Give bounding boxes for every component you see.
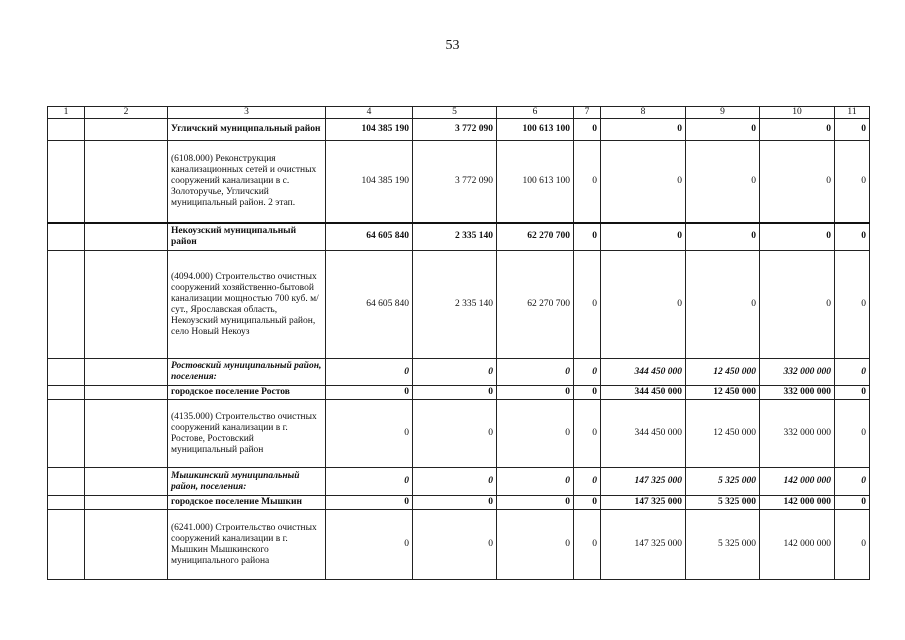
- header-cell: 8: [601, 107, 686, 119]
- code-cell: [85, 251, 168, 359]
- value-cell: 0: [686, 251, 760, 359]
- value-cell: 12 450 000: [686, 386, 760, 400]
- table-row: [48, 510, 870, 580]
- object-description: (4135.000) Строительство очистных сооружений канализации в г. Ростове, Ростовский муниципальный район: [168, 400, 326, 468]
- district-name: Ростовский муниципальный район, поселения:: [168, 359, 326, 386]
- value-cell: 0: [497, 510, 574, 580]
- value-cell: 0: [413, 496, 497, 510]
- value-cell: 0: [601, 223, 686, 251]
- value-cell: 0: [574, 400, 601, 468]
- value-cell: 0: [497, 496, 574, 510]
- value-cell: 62 270 700: [497, 223, 574, 251]
- value-cell: 142 000 000: [760, 496, 835, 510]
- value-cell: 142 000 000: [760, 510, 835, 580]
- value-cell: 0: [574, 510, 601, 580]
- value-cell: 0: [760, 251, 835, 359]
- district-name: городское поселение Мышкин: [168, 496, 326, 510]
- value-cell: 0: [574, 251, 601, 359]
- row-index-cell: [48, 119, 85, 141]
- value-cell: 0: [574, 468, 601, 496]
- value-cell: 0: [574, 223, 601, 251]
- value-cell: 100 613 100: [497, 119, 574, 141]
- value-cell: 0: [497, 400, 574, 468]
- code-cell: [85, 359, 168, 386]
- value-cell: 0: [686, 119, 760, 141]
- district-name: городское поселение Ростов: [168, 386, 326, 400]
- table-row: [48, 468, 870, 496]
- value-cell: 344 450 000: [601, 359, 686, 386]
- budget-table: [47, 106, 870, 580]
- value-cell: 0: [574, 119, 601, 141]
- value-cell: 0: [835, 468, 870, 496]
- value-cell: 147 325 000: [601, 468, 686, 496]
- header-cell: 5: [413, 107, 497, 119]
- code-cell: [85, 510, 168, 580]
- table-row: [48, 119, 870, 141]
- row-index-cell: [48, 251, 85, 359]
- value-cell: 0: [601, 251, 686, 359]
- header-row: [48, 107, 870, 119]
- value-cell: 0: [835, 223, 870, 251]
- value-cell: 5 325 000: [686, 468, 760, 496]
- row-index-cell: [48, 468, 85, 496]
- table-row: [48, 400, 870, 468]
- object-description: (6108.000) Реконструкция канализационных сетей и очистных сооружений канализации в с. Золоторучье, Угличский муниципальный район. 2 этап.: [168, 141, 326, 223]
- value-cell: 0: [326, 386, 413, 400]
- value-cell: 332 000 000: [760, 386, 835, 400]
- value-cell: 0: [760, 141, 835, 223]
- value-cell: 0: [835, 386, 870, 400]
- page-number: 53: [445, 38, 460, 53]
- code-cell: [85, 223, 168, 251]
- header-cell: 4: [326, 107, 413, 119]
- row-index-cell: [48, 386, 85, 400]
- value-cell: 0: [326, 496, 413, 510]
- header-cell: 9: [686, 107, 760, 119]
- value-cell: 332 000 000: [760, 359, 835, 386]
- value-cell: 0: [413, 468, 497, 496]
- value-cell: 147 325 000: [601, 510, 686, 580]
- value-cell: 0: [497, 386, 574, 400]
- value-cell: 5 325 000: [686, 510, 760, 580]
- table-body: [48, 107, 870, 580]
- value-cell: 0: [835, 119, 870, 141]
- value-cell: 2 335 140: [413, 251, 497, 359]
- header-cell: 1: [48, 107, 85, 119]
- value-cell: 64 605 840: [326, 251, 413, 359]
- value-cell: 0: [574, 141, 601, 223]
- value-cell: 0: [686, 223, 760, 251]
- header-cell: 10: [760, 107, 835, 119]
- value-cell: 0: [413, 510, 497, 580]
- header-cell: 7: [574, 107, 601, 119]
- value-cell: 5 325 000: [686, 496, 760, 510]
- value-cell: 0: [601, 119, 686, 141]
- value-cell: 104 385 190: [326, 119, 413, 141]
- table-row: [48, 141, 870, 223]
- value-cell: 0: [413, 359, 497, 386]
- value-cell: 0: [835, 496, 870, 510]
- value-cell: 12 450 000: [686, 359, 760, 386]
- table-row: [48, 496, 870, 510]
- value-cell: 0: [326, 468, 413, 496]
- row-index-cell: [48, 141, 85, 223]
- value-cell: 0: [835, 400, 870, 468]
- value-cell: 0: [835, 251, 870, 359]
- value-cell: 0: [760, 223, 835, 251]
- value-cell: 344 450 000: [601, 400, 686, 468]
- district-name: Мышкинский муниципальный район, поселения:: [168, 468, 326, 496]
- header-cell: 11: [835, 107, 870, 119]
- value-cell: 0: [497, 468, 574, 496]
- value-cell: 332 000 000: [760, 400, 835, 468]
- value-cell: 0: [574, 359, 601, 386]
- object-description: (6241.000) Строительство очистных сооружений канализации в г. Мышкин Мышкинского муниципального района: [168, 510, 326, 580]
- code-cell: [85, 386, 168, 400]
- value-cell: 0: [835, 510, 870, 580]
- value-cell: 0: [326, 510, 413, 580]
- header-cell: 6: [497, 107, 574, 119]
- value-cell: 3 772 090: [413, 141, 497, 223]
- table-row: [48, 223, 870, 251]
- value-cell: 0: [326, 400, 413, 468]
- value-cell: 0: [686, 141, 760, 223]
- value-cell: 0: [835, 141, 870, 223]
- value-cell: 0: [413, 400, 497, 468]
- district-name: Некоузский муниципальный район: [168, 223, 326, 251]
- row-index-cell: [48, 223, 85, 251]
- value-cell: 0: [574, 496, 601, 510]
- value-cell: 2 335 140: [413, 223, 497, 251]
- code-cell: [85, 468, 168, 496]
- value-cell: 100 613 100: [497, 141, 574, 223]
- row-index-cell: [48, 359, 85, 386]
- value-cell: 0: [574, 386, 601, 400]
- value-cell: 344 450 000: [601, 386, 686, 400]
- code-cell: [85, 400, 168, 468]
- row-index-cell: [48, 400, 85, 468]
- value-cell: 64 605 840: [326, 223, 413, 251]
- row-index-cell: [48, 510, 85, 580]
- value-cell: 3 772 090: [413, 119, 497, 141]
- object-description: (4094.000) Строительство очистных сооружений хозяйственно-бытовой канализации мощностью 700 куб. м/сут., Ярославская область, Некоузский муниципальный район, село Новый Некоуз: [168, 251, 326, 359]
- code-cell: [85, 119, 168, 141]
- value-cell: 0: [835, 359, 870, 386]
- value-cell: 104 385 190: [326, 141, 413, 223]
- value-cell: 0: [326, 359, 413, 386]
- value-cell: 0: [497, 359, 574, 386]
- value-cell: 0: [760, 119, 835, 141]
- value-cell: 0: [601, 141, 686, 223]
- value-cell: 147 325 000: [601, 496, 686, 510]
- header-cell: 2: [85, 107, 168, 119]
- value-cell: 0: [413, 386, 497, 400]
- value-cell: 142 000 000: [760, 468, 835, 496]
- value-cell: 62 270 700: [497, 251, 574, 359]
- table-row: [48, 359, 870, 386]
- code-cell: [85, 141, 168, 223]
- value-cell: 12 450 000: [686, 400, 760, 468]
- table-row: [48, 251, 870, 359]
- table-row: [48, 386, 870, 400]
- row-index-cell: [48, 496, 85, 510]
- header-cell: 3: [168, 107, 326, 119]
- district-name: Угличский муниципальный район: [168, 119, 326, 141]
- code-cell: [85, 496, 168, 510]
